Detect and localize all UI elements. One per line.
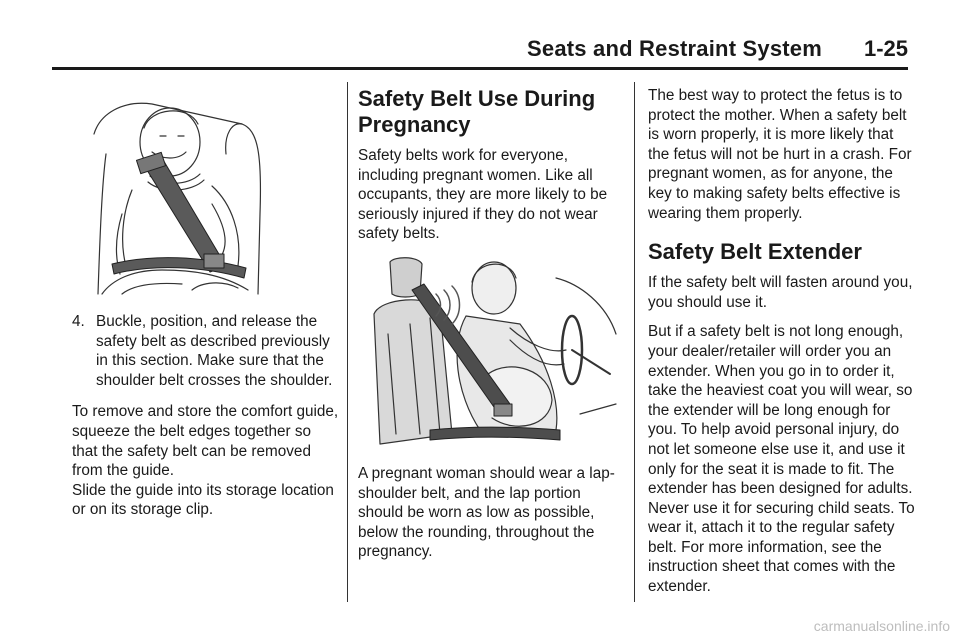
page-header bbox=[0, 36, 960, 74]
column-3 bbox=[648, 86, 916, 607]
heading-extender: Safety Belt Extender bbox=[648, 239, 862, 265]
heading-pregnancy: Safety Belt Use During Pregnancy bbox=[358, 86, 596, 137]
paragraph-extender-details: But if a safety belt is not long enough, your dealer/retailer will order you an extender. When you go in to order it, take the heaviest coat you will wear, so the extender will be long enough for you. To help avoid personal injury, do not let someone else use it, and use it only for the seat it is made to fit. The extender has been designed for adults. Never use it for securing child seats. To wear it, attach it to the regular safety belt. For more information, see the instruction sheet that comes with the extender. bbox=[648, 323, 915, 596]
site-watermark: carmanualsonline.info bbox=[813, 618, 950, 634]
paragraph-comfort-guide-removal: To remove and store the comfort guide, squeeze the belt edges together so that the safety belt can be removed from the guide. bbox=[72, 403, 339, 480]
step-text: Buckle, position, and release the safety belt as described previously in this section. Make sure that the shoulder belt crosses the shoulder. bbox=[96, 313, 333, 389]
paragraph-protect-fetus: The best way to protect the fetus is to protect the mother. When a safety belt is worn properly, it is more likely that the fetus will not be hurt in a crash. For pregnant women, as for anyone, the key to making safety belts effective is wearing them properly. bbox=[648, 87, 912, 222]
column-2 bbox=[358, 86, 626, 572]
child-seatbelt-illustration bbox=[92, 94, 264, 298]
step-number: 4. bbox=[72, 313, 85, 330]
paragraph-comfort-guide-storage: Slide the guide into its storage location or on its storage clip. bbox=[72, 481, 334, 519]
paragraph-lap-shoulder-belt: A pregnant woman should wear a lap-shoulder belt, and the lap portion should be worn as low as possible, below the rounding, throughout the pregnancy. bbox=[358, 464, 615, 561]
page-number: 1-25 bbox=[863, 36, 908, 61]
step-4 bbox=[72, 312, 340, 390]
column-divider-1 bbox=[347, 82, 348, 602]
pregnant-woman-seatbelt-illustration bbox=[360, 254, 618, 450]
column-1 bbox=[72, 86, 340, 530]
section-title: Seats and Restraint System bbox=[527, 36, 822, 61]
header-rule bbox=[52, 67, 908, 70]
paragraph-pregnancy-intro: Safety belts work for everyone, including pregnant women. Like all occupants, they are more likely to be seriously injured if they do not wear safety belts. bbox=[358, 147, 608, 243]
paragraph-extender-use: If the safety belt will fasten around you, you should use it. bbox=[648, 274, 913, 311]
column-divider-2 bbox=[634, 82, 635, 602]
